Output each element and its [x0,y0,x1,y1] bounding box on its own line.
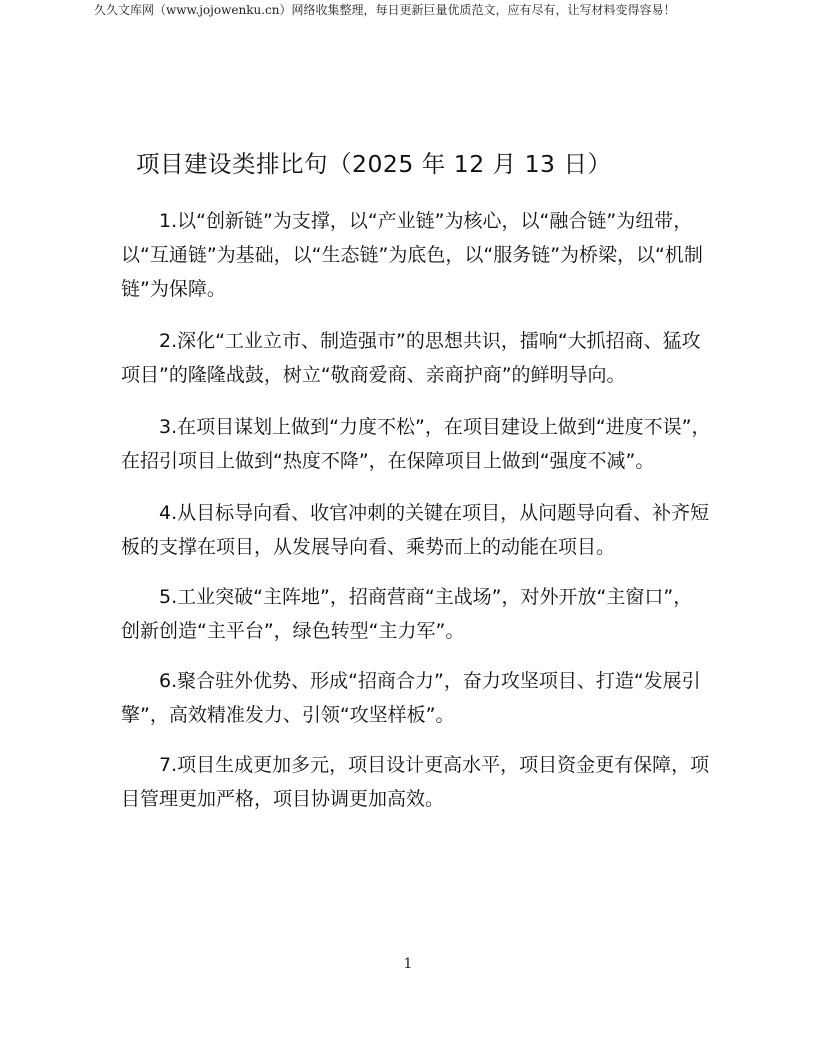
paragraph-5: 5.工业突破“主阵地”，招商营商“主战场”，对外开放“主窗口”，创新创造“主平台”，绿色转型“主力军”。 [121,586,693,642]
header-note: 久久文库网（www.jojowenku.cn）网络收集整理，每日更新巨量优质范文，应有尽有，让写材料变得容易！ [94,3,676,17]
paragraph-1: 1.以“创新链”为支撑，以“产业链”为核心，以“融合链”为纽带，以“互通链”为基础，以“生态链”为底色，以“服务链”为桥梁，以“机制链”为保障。 [121,210,703,300]
page-number: 1 [403,956,413,972]
paragraph-7: 7.项目生成更加多元，项目设计更高水平，项目资金更有保障，项目管理更加严格，项目协调更加高效。 [121,754,710,810]
document-body [121,200,711,816]
paragraph-4: 4.从目标导向看、收官冲刺的关键在项目，从问题导向看、补齐短板的支撑在项目，从发展导向看、乘势而上的动能在项目。 [121,502,710,558]
document-title: 项目建设类排比句（2025 年 12 月 13 日） [136,150,612,178]
paragraph-3: 3.在项目谋划上做到“力度不松”，在项目建设上做到“进度不误”，在招引项目上做到“热度不降”，在保障项目上做到“强度不减”。 [121,416,711,472]
paragraph-2: 2.深化“工业立市、制造强市”的思想共识，擂响“大抓招商、猛攻项目”的隆隆战鼓，树立“敬商爱商、亲商护商”的鲜明导向。 [121,330,701,386]
paragraph-6: 6.聚合驻外优势、形成“招商合力”，奋力攻坚项目、打造“发展引擎”，高效精准发力、引领“攻坚样板”。 [121,670,701,726]
